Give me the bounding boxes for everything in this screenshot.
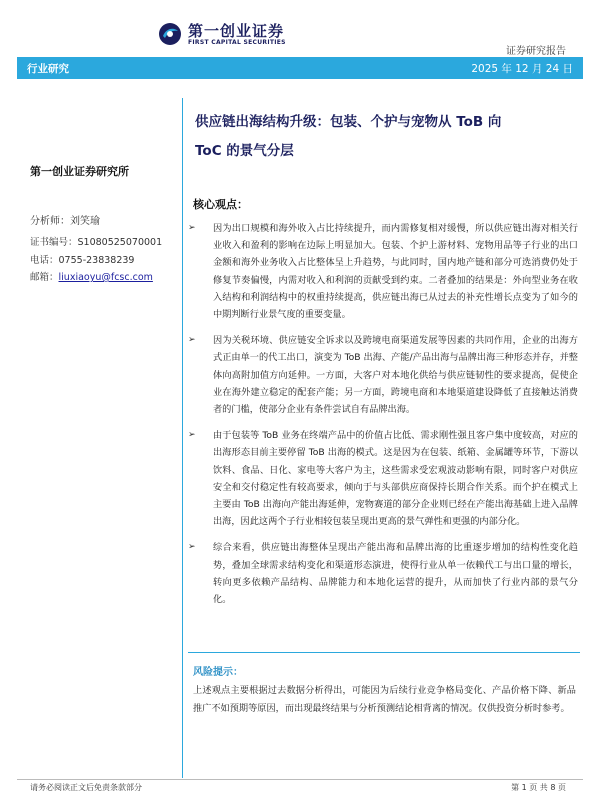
risk-text: 上述观点主要根据过去数据分析得出，可能因为后续行业竞争格局变化、产品价格下降、新品推广不如预期等原因，而出现最终结果与分析预测结论相背离的情况。仅供投资分析时参考。 (193, 685, 576, 714)
footer-disclaimer: 请务必阅读正文后免责条款部分 (30, 783, 142, 792)
report-title-line-2: ToC 的景气分层 (195, 143, 294, 159)
report-category: 行业研究 (27, 63, 69, 75)
arrow-bullet-icon: ➢ (188, 223, 196, 233)
report-title-line-1: 供应链出海结构升级：包装、个护与宠物从 ToB 向 (195, 114, 502, 130)
core-viewpoints-list (188, 220, 578, 608)
company-name-cn: 第一创业证券 (188, 22, 285, 40)
email-link[interactable]: liuxiaoyu@fcsc.com (58, 272, 153, 283)
risk-title: 风险提示： (193, 667, 243, 678)
cert-value: S1080525070001 (77, 237, 163, 248)
email (30, 269, 180, 283)
bullet-text: 因为关税环境、供应链安全诉求以及跨境电商渠道发展等因素的共同作用，企业的出海方式正由单一的代工出口，演变为 ToB 出海、产能/产品出海与品牌出海三种形态并存，并整体向高附加值方向延伸。一方面，大客户对本地化供给与供应链韧性的要求提高，促使企业在海外建立稳定的配套产能；另一方面，跨境电商和本地渠道建设降低了直接触达消费者的门槛，使部分企业有条件尝试自有品牌出海。 (213, 335, 578, 416)
phone-label: 电话： (30, 255, 59, 266)
risk-divider (188, 652, 580, 653)
header-banner (17, 57, 583, 79)
arrow-bullet-icon: ➢ (188, 542, 196, 553)
phone-value: 0755-23838239 (58, 255, 135, 266)
list-item (188, 539, 578, 608)
cert-label: 证书编号： (30, 237, 78, 248)
column-divider (182, 98, 183, 778)
report-title (195, 108, 575, 166)
phone (30, 252, 180, 266)
footer-divider (17, 779, 583, 780)
list-item (188, 427, 578, 530)
bullet-text: 由于包装等 ToB 业务在终端产品中的价值占比低、需求刚性强且客户集中度较高，对应的出海形态目前主要停留 ToB 出海的模式。这是因为在包装、纸箱、金属罐等环节，下游以饮料、食品、日化、家电等大客户为主，这些需求受宏观波动影响有限，同时客户对供应安全和交付稳定性有较高要求，倾向于与头部供应商保持长期合作关系。而个护在模式上主要由 ToB 出海向产能出海延伸，宠物赛道的部分企业则已经在产能出海基础上进入品牌出海，因此这两个子行业相较包装呈现出更高的景气弹性和更强的内部分化。 (213, 430, 578, 528)
report-type-label: 证券研究报告 (506, 46, 566, 57)
cert-number (30, 234, 180, 248)
report-date: 2025 年 12 月 24 日 (471, 63, 573, 75)
core-viewpoints-title: 核心观点： (193, 198, 248, 211)
page-number: 第 1 页 共 8 页 (511, 783, 566, 792)
list-item (188, 220, 578, 323)
email-label: 邮箱： (30, 272, 59, 283)
research-institute: 第一创业证券研究所 (30, 165, 129, 178)
logo-emblem-icon (158, 22, 182, 46)
arrow-bullet-icon: ➢ (188, 430, 196, 441)
list-item (188, 332, 578, 418)
bullet-text: 因为出口规模和海外收入占比持续提升，而内需修复相对缓慢，所以供应链出海对相关行业收入和盈利的影响在边际上明显加大。包装、个护上游材料、宠物用品等子行业的出口金额和海外业务收入占比整体呈上升趋势，与此同时，国内地产链和部分可选消费仍处于修复节奏偏慢，内需对收入和利润的贡献受到约束。二者叠加的结果是：外向型业务在收入结构和利润结构中的权重持续提高，供应链出海已从过去的补充性增长点变为了如今的中期判断行业景气度的重要变量。 (213, 223, 578, 321)
company-logo (158, 20, 328, 50)
company-name-en: FIRST CAPITAL SECURITIES (188, 39, 286, 46)
bullet-text: 综合来看，供应链出海整体呈现出产能出海和品牌出海的比重逐步增加的结构性变化趋势，叠加全球需求结构变化和渠道形态演进，使得行业从单一依赖代工与出口量的增长，转向更多依赖产品结构、品牌能力和本地化运营的提升，从而加快了行业内部的景气分化。 (213, 542, 578, 606)
analyst-name: 分析师：刘笑瑜 (30, 216, 100, 227)
arrow-bullet-icon: ➢ (188, 335, 196, 346)
